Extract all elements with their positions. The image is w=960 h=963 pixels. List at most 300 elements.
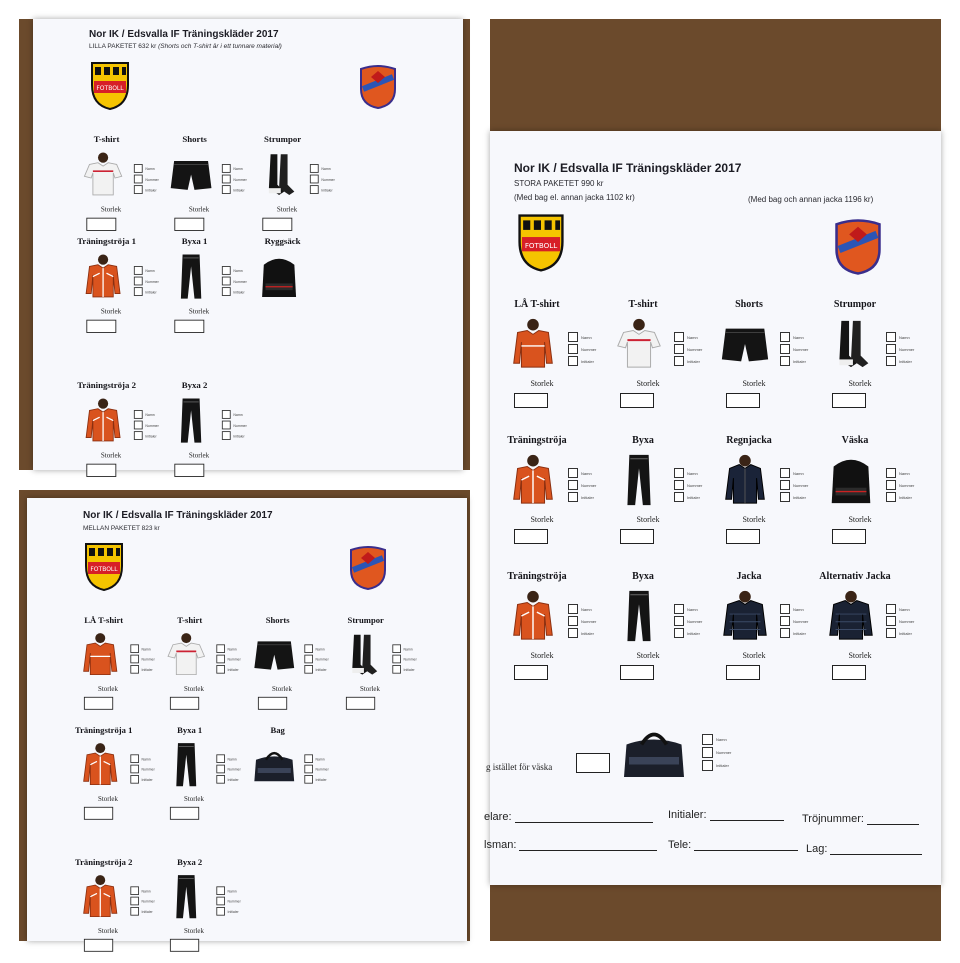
print-option-checkbox[interactable] <box>674 604 684 614</box>
product-label: Träningströja <box>507 435 567 446</box>
print-option-label: Initialer <box>899 630 912 636</box>
print-option-label: Nummer <box>899 346 915 352</box>
size-label: Storlek <box>98 684 118 693</box>
print-option-checkbox[interactable] <box>780 480 790 490</box>
size-input-box[interactable] <box>620 665 654 680</box>
form-spelare[interactable]: elare: <box>484 811 653 823</box>
print-option-checkbox[interactable] <box>780 344 790 354</box>
print-option-label: Initialer <box>687 630 700 636</box>
print-option-checkbox[interactable] <box>222 185 231 194</box>
sheet-title: Nor IK / Edsvalla IF Träningskläder 2017 <box>89 29 279 40</box>
form-trojnummer[interactable]: Tröjnummer: <box>802 813 919 825</box>
size-input-box[interactable] <box>726 393 760 408</box>
product-item <box>704 571 822 693</box>
print-option-checkbox[interactable] <box>780 332 790 342</box>
size-label: Storlek <box>636 379 660 388</box>
print-option-checkbox[interactable] <box>886 344 896 354</box>
print-option-label: Namn <box>321 166 331 171</box>
print-option-row <box>222 430 257 441</box>
print-option-row <box>886 355 926 367</box>
size-label: Storlek <box>848 515 872 524</box>
print-option-checkbox[interactable] <box>216 775 225 784</box>
print-option-checkbox[interactable] <box>130 765 139 774</box>
print-option-checkbox[interactable] <box>568 344 578 354</box>
print-option-label: Initialer <box>687 358 700 364</box>
sheet-lilla-paketet <box>33 19 463 470</box>
product-item <box>704 435 822 557</box>
size-input-box[interactable] <box>620 529 654 544</box>
print-option-label: Namn <box>687 470 698 476</box>
size-input-box[interactable] <box>262 218 292 231</box>
product-label: Strumpor <box>833 299 877 310</box>
product-label: Ryggsäck <box>264 237 301 247</box>
print-option-checkbox[interactable] <box>568 468 578 478</box>
print-option-checkbox[interactable] <box>134 164 143 173</box>
print-option-checkbox[interactable] <box>216 655 225 664</box>
print-option-label: Nummer <box>687 346 703 352</box>
print-options <box>886 603 926 639</box>
print-option-checkbox[interactable] <box>310 164 319 173</box>
form-malsman[interactable]: lsman: <box>484 839 657 851</box>
print-option-label: Initialer <box>141 667 153 672</box>
package-subtitle <box>89 43 282 50</box>
print-options <box>216 886 250 917</box>
shorts-icon <box>166 151 217 199</box>
size-label: Storlek <box>742 651 766 660</box>
package-price: MELLAN PAKETET 823 kr <box>83 525 160 532</box>
print-option-label: Namn <box>687 606 698 612</box>
print-option-row <box>702 759 731 772</box>
print-option-label: Initialer <box>793 494 806 500</box>
print-option-checkbox[interactable] <box>674 492 684 502</box>
print-option-checkbox[interactable] <box>222 277 231 286</box>
print-option-checkbox[interactable] <box>134 431 143 440</box>
print-option-row <box>886 331 926 343</box>
product-label: LÅ T-shirt <box>514 299 560 310</box>
print-option-row <box>392 644 426 654</box>
print-option-row <box>886 615 926 627</box>
print-option-checkbox[interactable] <box>216 886 225 895</box>
size-input-box[interactable] <box>84 939 113 952</box>
print-option-row <box>304 764 338 774</box>
print-option-checkbox[interactable] <box>674 344 684 354</box>
print-option-checkbox[interactable] <box>674 332 684 342</box>
size-input-box[interactable] <box>832 529 866 544</box>
package-note-left: (Med bag el. annan jacka 1102 kr) <box>514 193 635 202</box>
backpack-icon <box>822 453 880 507</box>
sheet-title: Nor IK / Edsvalla IF Träningskläder 2017 <box>514 161 742 175</box>
print-option-label: Initialer <box>141 777 153 782</box>
print-option-checkbox[interactable] <box>886 332 896 342</box>
print-option-checkbox[interactable] <box>780 604 790 614</box>
print-option-label: Namn <box>315 756 325 761</box>
print-option-row <box>886 467 926 479</box>
print-option-checkbox[interactable] <box>674 480 684 490</box>
print-option-label: Nummer <box>687 482 703 488</box>
print-option-label: Namn <box>687 334 698 340</box>
print-option-checkbox[interactable] <box>130 886 139 895</box>
print-option-checkbox[interactable] <box>886 628 896 638</box>
print-option-checkbox[interactable] <box>222 431 231 440</box>
print-option-checkbox[interactable] <box>674 468 684 478</box>
print-option-label: Nummer <box>793 346 809 352</box>
print-option-label: Namn <box>141 646 151 651</box>
print-option-label: Namn <box>793 470 804 476</box>
club-logo-edsvalla-if-icon <box>834 219 882 280</box>
print-options <box>886 331 926 367</box>
print-option-checkbox[interactable] <box>392 644 401 653</box>
size-label: Storlek <box>530 515 554 524</box>
print-option-checkbox[interactable] <box>216 644 225 653</box>
print-option-label: Nummer <box>141 766 155 772</box>
svg-text:FOTBOLL: FOTBOLL <box>524 240 558 250</box>
product-label: Byxa <box>632 571 654 582</box>
product-item <box>151 726 252 831</box>
product-item <box>810 571 928 693</box>
club-logo-fotboll-nor-ik-icon <box>83 542 125 597</box>
size-label: Storlek <box>742 379 766 388</box>
print-option-label: Namn <box>315 646 325 651</box>
size-input-box[interactable] <box>86 320 116 333</box>
pants-icon <box>610 453 668 507</box>
training-jacket-icon <box>504 453 562 507</box>
print-option-label: Initialer <box>403 667 415 672</box>
size-input-box[interactable] <box>726 529 760 544</box>
product-label: Strumpor <box>264 135 302 145</box>
product-label: Strumpor <box>347 616 384 626</box>
print-option-checkbox[interactable] <box>134 185 143 194</box>
print-option-checkbox[interactable] <box>568 604 578 614</box>
print-option-row <box>222 409 257 420</box>
product-label: Shorts <box>182 135 207 145</box>
svg-text:FOTBOLL: FOTBOLL <box>96 85 124 92</box>
size-input-box[interactable] <box>86 464 116 477</box>
tshirt-icon <box>161 631 211 677</box>
training-jacket-icon <box>75 741 125 787</box>
print-option-label: Initialer <box>141 909 153 914</box>
print-option-label: Initialer <box>233 433 245 438</box>
long-sleeve-shirt-icon <box>504 317 562 371</box>
print-option-label: Namn <box>793 334 804 340</box>
size-label: Storlek <box>184 684 204 693</box>
print-option-label: Nummer <box>321 176 335 182</box>
print-option-label: Initialer <box>145 433 157 438</box>
print-option-checkbox[interactable] <box>780 492 790 502</box>
print-option-label: Nummer <box>227 898 241 904</box>
product-item <box>151 616 252 721</box>
print-option-checkbox[interactable] <box>130 775 139 784</box>
print-option-label: Namn <box>581 334 592 340</box>
product-item <box>492 299 610 421</box>
print-option-row <box>702 733 731 746</box>
print-option-label: Namn <box>227 756 237 761</box>
print-option-row <box>216 886 250 896</box>
form-initialer[interactable]: Initialer: <box>668 809 784 821</box>
product-item <box>704 299 822 421</box>
print-option-row <box>392 654 426 664</box>
size-label: Storlek <box>530 379 554 388</box>
print-option-checkbox[interactable] <box>568 332 578 342</box>
print-option-checkbox[interactable] <box>134 421 143 430</box>
size-input-box[interactable] <box>170 807 199 820</box>
product-label: Byxa 1 <box>177 726 203 736</box>
print-option-checkbox[interactable] <box>134 287 143 296</box>
print-option-label: Initialer <box>793 358 806 364</box>
print-option-row <box>222 420 257 431</box>
size-input-box[interactable] <box>514 393 548 408</box>
size-input-box[interactable] <box>170 939 199 952</box>
print-option-label: Nummer <box>141 898 155 904</box>
size-input-box[interactable] <box>832 393 866 408</box>
print-option-checkbox[interactable] <box>310 185 319 194</box>
print-option-checkbox[interactable] <box>392 665 401 674</box>
print-option-checkbox[interactable] <box>886 480 896 490</box>
print-option-checkbox[interactable] <box>222 287 231 296</box>
print-option-checkbox[interactable] <box>886 604 896 614</box>
product-label: Träningströja 1 <box>77 237 136 247</box>
shorts-icon <box>716 317 774 371</box>
print-option-checkbox[interactable] <box>568 628 578 638</box>
print-option-label: Initialer <box>227 667 239 672</box>
product-label: T-shirt <box>177 616 203 626</box>
print-option-checkbox[interactable] <box>304 665 313 674</box>
print-option-label: Nummer <box>227 766 241 772</box>
size-input-box[interactable] <box>258 697 287 710</box>
print-option-checkbox[interactable] <box>568 492 578 502</box>
print-option-label: Nummer <box>899 482 915 488</box>
package-price: STORA PAKETET 990 kr <box>514 179 604 188</box>
print-option-checkbox[interactable] <box>310 175 319 184</box>
product-label: T-shirt <box>93 135 120 145</box>
print-option-checkbox[interactable] <box>780 356 790 366</box>
rain-jacket-icon <box>716 453 774 507</box>
svg-text:FOTBOLL: FOTBOLL <box>90 566 118 573</box>
print-option-checkbox[interactable] <box>304 775 313 784</box>
socks-icon <box>337 631 387 677</box>
form-lag[interactable]: Lag: <box>806 843 922 855</box>
print-option-label: Nummer <box>716 750 732 755</box>
size-input-box[interactable] <box>174 320 204 333</box>
print-option-label: Nummer <box>581 618 597 624</box>
product-label: Bag <box>270 726 285 736</box>
print-option-row <box>310 184 345 195</box>
print-options <box>222 409 257 441</box>
print-option-label: Initialer <box>899 358 912 364</box>
product-label: Byxa <box>632 435 654 446</box>
print-option-checkbox[interactable] <box>222 421 231 430</box>
package-note: (Shorts och T-shirt är i ett tunnare material) <box>158 43 282 50</box>
print-option-checkbox[interactable] <box>130 665 139 674</box>
print-option-checkbox[interactable] <box>886 492 896 502</box>
print-option-label: Namn <box>145 412 155 417</box>
training-jacket-icon <box>78 253 129 301</box>
print-option-checkbox[interactable] <box>130 644 139 653</box>
print-option-checkbox[interactable] <box>702 760 713 771</box>
size-input-box[interactable] <box>346 697 375 710</box>
product-label: Jacka <box>736 571 762 582</box>
print-option-row <box>216 906 250 916</box>
size-input-box[interactable] <box>84 697 113 710</box>
print-option-row <box>886 491 926 503</box>
size-label: Storlek <box>188 205 210 214</box>
print-option-checkbox[interactable] <box>222 164 231 173</box>
pants-icon <box>610 589 668 643</box>
print-option-label: Namn <box>233 166 243 171</box>
print-option-row <box>216 896 250 906</box>
print-option-row <box>886 627 926 639</box>
print-option-checkbox[interactable] <box>216 907 225 916</box>
size-input-box[interactable] <box>832 665 866 680</box>
print-option-label: Initialer <box>145 187 157 192</box>
print-option-checkbox[interactable] <box>130 655 139 664</box>
size-label: Storlek <box>100 307 122 316</box>
club-logo-edsvalla-if-icon <box>359 65 397 114</box>
size-input-box[interactable] <box>174 218 204 231</box>
photo-stora-paketet <box>484 19 941 941</box>
print-option-checkbox[interactable] <box>222 410 231 419</box>
print-option-checkbox[interactable] <box>780 628 790 638</box>
print-option-checkbox[interactable] <box>216 897 225 906</box>
training-jacket-icon <box>504 589 562 643</box>
print-option-label: Nummer <box>233 278 247 284</box>
print-option-checkbox[interactable] <box>304 754 313 763</box>
print-option-label: Namn <box>145 166 155 171</box>
pants-icon <box>166 397 217 445</box>
print-option-label: Namn <box>899 470 910 476</box>
print-option-row <box>702 746 731 759</box>
print-option-checkbox[interactable] <box>702 734 713 745</box>
print-option-label: Initialer <box>315 667 327 672</box>
size-input-box[interactable] <box>86 218 116 231</box>
product-label: LÅ T-shirt <box>84 616 124 626</box>
size-label: Storlek <box>272 684 292 693</box>
print-option-checkbox[interactable] <box>304 655 313 664</box>
size-input-box[interactable] <box>620 393 654 408</box>
print-option-checkbox[interactable] <box>216 754 225 763</box>
print-option-checkbox[interactable] <box>780 616 790 626</box>
print-option-label: Nummer <box>315 766 329 772</box>
print-option-checkbox[interactable] <box>702 747 713 758</box>
print-option-checkbox[interactable] <box>780 468 790 478</box>
print-option-label: Initialer <box>581 494 594 500</box>
bag-option-size-box[interactable] <box>576 753 610 773</box>
print-option-checkbox[interactable] <box>674 616 684 626</box>
print-option-label: Initialer <box>227 777 239 782</box>
print-option-checkbox[interactable] <box>134 266 143 275</box>
print-option-checkbox[interactable] <box>886 468 896 478</box>
photo-lilla-paketet <box>19 19 470 470</box>
print-option-label: Nummer <box>233 422 247 428</box>
print-option-row <box>886 603 926 615</box>
product-item <box>598 435 716 557</box>
print-option-checkbox[interactable] <box>886 356 896 366</box>
print-option-label: Nummer <box>145 422 159 428</box>
print-option-row <box>886 343 926 355</box>
print-options <box>304 754 338 785</box>
training-jacket-icon <box>75 873 125 919</box>
club-logo-fotboll-nor-ik-icon <box>516 213 566 278</box>
print-option-label: Initialer <box>716 763 729 768</box>
product-label: Byxa 1 <box>181 237 208 247</box>
sheet-stora-paketet <box>484 131 941 885</box>
size-input-box[interactable] <box>170 697 199 710</box>
size-input-box[interactable] <box>514 529 548 544</box>
print-option-label: Nummer <box>227 656 241 662</box>
product-label: T-shirt <box>628 299 658 310</box>
print-option-checkbox[interactable] <box>130 754 139 763</box>
print-option-label: Initialer <box>233 187 245 192</box>
print-option-label: Nummer <box>581 346 597 352</box>
sports-bag-icon <box>249 741 299 787</box>
photo-mellan-paketet <box>19 490 470 941</box>
size-input-box[interactable] <box>726 665 760 680</box>
print-option-checkbox[interactable] <box>130 907 139 916</box>
print-option-checkbox[interactable] <box>222 266 231 275</box>
size-label: Storlek <box>848 379 872 388</box>
socks-icon <box>254 151 305 199</box>
pants-icon <box>161 741 211 787</box>
print-option-checkbox[interactable] <box>222 175 231 184</box>
print-option-label: Initialer <box>581 630 594 636</box>
print-option-label: Namn <box>716 737 727 742</box>
print-option-label: Namn <box>581 470 592 476</box>
product-item <box>492 571 610 693</box>
size-label: Storlek <box>98 926 118 935</box>
print-option-label: Initialer <box>687 494 700 500</box>
tshirt-icon <box>610 317 668 371</box>
product-item <box>243 237 347 344</box>
print-option-checkbox[interactable] <box>568 356 578 366</box>
print-option-label: Namn <box>141 888 151 893</box>
size-input-box[interactable] <box>84 807 113 820</box>
print-option-checkbox[interactable] <box>134 277 143 286</box>
print-option-checkbox[interactable] <box>568 480 578 490</box>
print-option-checkbox[interactable] <box>216 665 225 674</box>
sheet-mellan-paketet <box>27 498 467 941</box>
product-label: Shorts <box>735 299 763 310</box>
print-option-checkbox[interactable] <box>674 356 684 366</box>
size-label: Storlek <box>360 684 380 693</box>
print-option-checkbox[interactable] <box>216 765 225 774</box>
form-tele[interactable]: Tele: <box>668 839 798 851</box>
print-option-label: Namn <box>581 606 592 612</box>
print-options <box>392 644 426 675</box>
product-item <box>810 299 928 421</box>
print-option-label: Namn <box>227 888 237 893</box>
product-label: Byxa 2 <box>181 381 208 391</box>
print-option-checkbox[interactable] <box>674 628 684 638</box>
print-option-checkbox[interactable] <box>304 765 313 774</box>
size-label: Storlek <box>636 651 660 660</box>
product-item <box>239 726 340 831</box>
product-item <box>243 135 347 242</box>
size-input-box[interactable] <box>514 665 548 680</box>
print-option-checkbox[interactable] <box>392 655 401 664</box>
product-item <box>492 435 610 557</box>
print-option-label: Nummer <box>687 618 703 624</box>
size-label: Storlek <box>100 451 122 460</box>
size-input-box[interactable] <box>174 464 204 477</box>
backpack-icon <box>254 253 305 301</box>
size-label: Storlek <box>184 794 204 803</box>
print-option-checkbox[interactable] <box>134 410 143 419</box>
print-option-label: Namn <box>899 606 910 612</box>
print-option-checkbox[interactable] <box>568 616 578 626</box>
print-option-checkbox[interactable] <box>886 616 896 626</box>
print-option-checkbox[interactable] <box>134 175 143 184</box>
print-option-checkbox[interactable] <box>130 897 139 906</box>
print-option-checkbox[interactable] <box>304 644 313 653</box>
